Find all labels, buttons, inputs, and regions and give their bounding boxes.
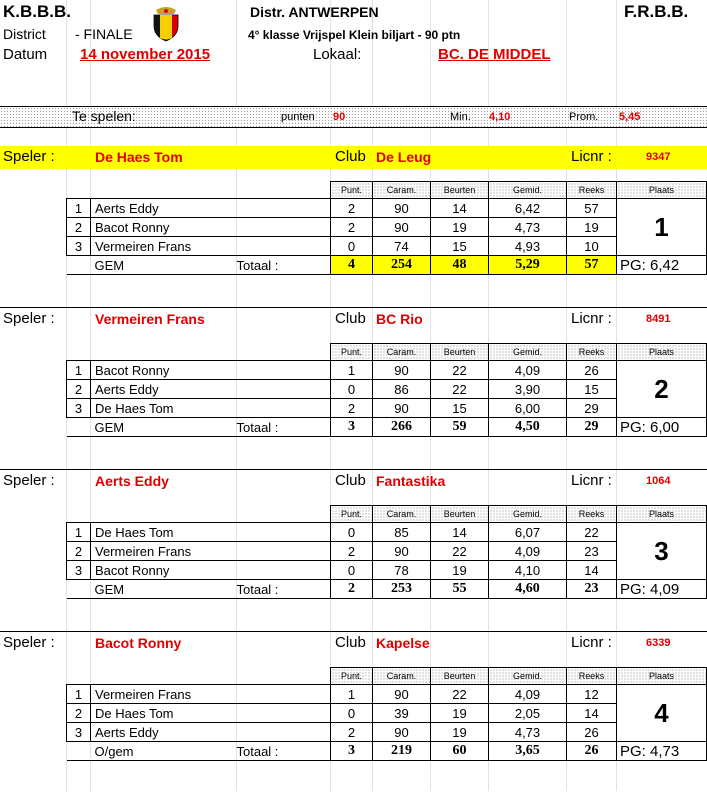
total-beurten: 59	[431, 418, 489, 437]
player-block	[0, 308, 707, 470]
licnr-value: 9347	[646, 151, 671, 163]
col-gemid: Gemid.	[489, 506, 567, 523]
game-reeks: 12	[567, 685, 617, 704]
speler-row	[0, 632, 707, 655]
game-beurten: 14	[431, 523, 489, 542]
results-table	[66, 343, 707, 437]
total-reeks: 29	[567, 418, 617, 437]
game-gemid: 4,09	[489, 685, 567, 704]
table-row	[67, 723, 707, 742]
game-nr: Vermeiren Frans	[91, 237, 331, 256]
gem-label: GEM	[91, 418, 237, 437]
game-punt: 1	[331, 361, 373, 380]
col-beurten: Beurten	[431, 344, 489, 361]
player-block	[0, 146, 707, 308]
pg-value: PG: 4,09	[617, 580, 707, 599]
game-beurten: 14	[431, 199, 489, 218]
district-value: - FINALE	[75, 26, 133, 42]
min-label: Min.	[450, 111, 471, 123]
game-caram: 15	[431, 399, 489, 418]
place-cell: 2	[617, 361, 707, 418]
licnr-label: Licnr :	[571, 634, 612, 651]
club-name: De Leug	[376, 149, 432, 165]
pg-value: PG: 6,42	[617, 256, 707, 275]
place-cell: 1	[617, 199, 707, 256]
game-caram: 90	[373, 542, 431, 561]
district-label: District	[3, 26, 46, 42]
game-beurten: 22	[431, 361, 489, 380]
place-cell: 3	[67, 237, 91, 256]
game-reeks: 14	[567, 704, 617, 723]
table-row	[67, 561, 707, 580]
col-gemid: Gemid.	[489, 668, 567, 685]
col-caram: Caram.	[373, 344, 431, 361]
te-spelen-label: Te spelen:	[72, 108, 136, 124]
game-punt: 0	[331, 704, 373, 723]
game-beurten: 19	[431, 218, 489, 237]
table-row	[67, 380, 707, 399]
col-punt: Punt.	[331, 344, 373, 361]
player-block	[0, 470, 707, 632]
game-nr: Bacot Ronny	[91, 561, 331, 580]
game-gemid: 29	[567, 399, 617, 418]
game-nr: Aerts Eddy	[91, 723, 331, 742]
col-punt: Punt.	[331, 668, 373, 685]
game-nr: De Haes Tom	[91, 399, 331, 418]
total-gemid: 4,60	[489, 580, 567, 599]
speler-row	[0, 146, 707, 169]
gem-label: O/gem	[91, 742, 237, 761]
game-punt: 78	[373, 561, 431, 580]
opponent-name: Aerts Eddy	[91, 199, 331, 218]
total-gemid: 3,65	[489, 742, 567, 761]
game-nr: 1	[67, 523, 91, 542]
district-heading	[250, 4, 379, 20]
totaal-label: Totaal :	[237, 742, 331, 761]
game-gemid: 6,07	[489, 523, 567, 542]
kbbb-title: K.B.B.B.	[3, 2, 71, 21]
club-label: Club	[335, 310, 366, 327]
col-beurten: Beurten	[431, 668, 489, 685]
game-caram: 86	[373, 380, 431, 399]
place-cell: 3	[617, 523, 707, 580]
block-divider	[0, 307, 707, 308]
game-reeks: 26	[567, 361, 617, 380]
col-punt: Punt.	[331, 506, 373, 523]
col-gemid: Gemid.	[489, 182, 567, 199]
game-nr: 1	[67, 361, 91, 380]
opponent-name: 0	[331, 561, 373, 580]
game-beurten: 4,10	[489, 561, 567, 580]
total-punt: 3	[331, 418, 373, 437]
block-divider	[0, 469, 707, 470]
results-table	[66, 181, 707, 275]
total-punt: 4	[331, 256, 373, 275]
total-row	[67, 256, 707, 275]
results-table	[66, 505, 707, 599]
punten-label: punten	[281, 111, 315, 123]
pg-value: PG: 4,73	[617, 742, 707, 761]
col-plaats: Plaats	[617, 506, 707, 523]
table-row	[67, 704, 707, 723]
table-header-row	[67, 344, 707, 361]
opponent-name: 0	[331, 237, 373, 256]
col-reeks: Reeks	[567, 506, 617, 523]
block-divider	[0, 631, 707, 632]
table-row	[67, 399, 707, 418]
game-caram: 90	[373, 199, 431, 218]
punten-value: 90	[333, 111, 346, 123]
total-reeks: 23	[567, 580, 617, 599]
col-gemid: Gemid.	[489, 344, 567, 361]
col-caram: Caram.	[373, 182, 431, 199]
totaal-label: Totaal :	[237, 256, 331, 275]
game-gemid: 14	[567, 561, 617, 580]
game-gemid: 3,90	[489, 380, 567, 399]
datum-label: Datum	[3, 46, 48, 63]
distr-value: ANTWERPEN	[288, 4, 379, 20]
game-nr: 2	[67, 542, 91, 561]
game-gemid: 10	[567, 237, 617, 256]
lokaal-value: BC. DE MIDDEL	[438, 46, 551, 63]
te-spelen-bar	[0, 106, 707, 128]
total-caram: 266	[373, 418, 431, 437]
player-name: Aerts Eddy	[95, 473, 169, 489]
game-gemid: 4,09	[489, 361, 567, 380]
game-punt: 90	[373, 723, 431, 742]
game-caram: 19	[431, 723, 489, 742]
game-reeks: 19	[567, 218, 617, 237]
lokaal-label: Lokaal:	[313, 46, 362, 63]
game-caram: 15	[431, 237, 489, 256]
col-punt: Punt.	[331, 182, 373, 199]
game-caram: 90	[373, 361, 431, 380]
game-beurten: 4,93	[489, 237, 567, 256]
game-gemid: 26	[567, 723, 617, 742]
game-nr: 2	[67, 704, 91, 723]
game-caram: 90	[373, 685, 431, 704]
gem-label: GEM	[91, 256, 237, 275]
game-punt: 0	[331, 523, 373, 542]
game-punt: 1	[331, 685, 373, 704]
game-beurten: 22	[431, 685, 489, 704]
game-caram: 19	[431, 561, 489, 580]
game-nr: 1	[67, 199, 91, 218]
total-row	[67, 418, 707, 437]
game-reeks: 15	[567, 380, 617, 399]
opponent-name: 2	[331, 399, 373, 418]
game-beurten: 4,73	[489, 723, 567, 742]
total-punt: 2	[331, 580, 373, 599]
place-cell: 4	[617, 685, 707, 742]
player-name: Vermeiren Frans	[95, 311, 205, 327]
licnr-label: Licnr :	[571, 148, 612, 165]
table-row	[67, 523, 707, 542]
total-gemid: 5,29	[489, 256, 567, 275]
federation-shield-logo	[150, 6, 182, 42]
table-row	[67, 199, 707, 218]
game-beurten: 22	[431, 542, 489, 561]
col-plaats: Plaats	[617, 668, 707, 685]
game-punt: 2	[331, 199, 373, 218]
game-reeks: 22	[567, 523, 617, 542]
col-plaats: Plaats	[617, 344, 707, 361]
opponent-name: De Haes Tom	[91, 523, 331, 542]
total-caram: 219	[373, 742, 431, 761]
licnr-value: 8491	[646, 313, 671, 325]
game-punt: 90	[373, 399, 431, 418]
club-label: Club	[335, 472, 366, 489]
game-beurten: 6,00	[489, 399, 567, 418]
game-caram: 90	[373, 218, 431, 237]
club-name: Kapelse	[376, 635, 430, 651]
total-gemid: 4,50	[489, 418, 567, 437]
licnr-value: 6339	[646, 637, 671, 649]
club-label: Club	[335, 148, 366, 165]
distr-label: Distr.	[250, 4, 286, 20]
licnr-label: Licnr :	[571, 472, 612, 489]
opponent-name: De Haes Tom	[91, 704, 331, 723]
total-row	[67, 580, 707, 599]
table-row	[67, 685, 707, 704]
player-block	[0, 632, 707, 794]
pg-value: PG: 6,00	[617, 418, 707, 437]
game-punt: 0	[331, 380, 373, 399]
table-header-row	[67, 506, 707, 523]
col-caram: Caram.	[373, 506, 431, 523]
game-reeks: 57	[567, 199, 617, 218]
licnr-label: Licnr :	[571, 310, 612, 327]
opponent-name: Bacot Ronny	[91, 218, 331, 237]
game-gemid: 4,09	[489, 542, 567, 561]
table-row	[67, 237, 707, 256]
min-value: 4,10	[489, 111, 511, 123]
game-caram: 39	[373, 704, 431, 723]
total-caram: 253	[373, 580, 431, 599]
player-name: De Haes Tom	[95, 149, 183, 165]
total-beurten: 48	[431, 256, 489, 275]
speler-label: Speler :	[3, 472, 55, 489]
total-punt: 3	[331, 742, 373, 761]
col-reeks: Reeks	[567, 344, 617, 361]
game-punt: 2	[331, 218, 373, 237]
col-caram: Caram.	[373, 668, 431, 685]
speler-label: Speler :	[3, 310, 55, 327]
table-row	[67, 542, 707, 561]
total-row	[67, 742, 707, 761]
totaal-label: Totaal :	[237, 418, 331, 437]
totaal-label: Totaal :	[237, 580, 331, 599]
speler-row	[0, 308, 707, 331]
col-reeks: Reeks	[567, 668, 617, 685]
prom-value: 5,45	[619, 111, 641, 123]
club-name: BC Rio	[376, 311, 423, 327]
opponent-name: 2	[331, 723, 373, 742]
place-cell: 3	[67, 561, 91, 580]
club-name: Fantastika	[376, 473, 446, 489]
col-reeks: Reeks	[567, 182, 617, 199]
opponent-name: Bacot Ronny	[91, 361, 331, 380]
results-table	[66, 667, 707, 761]
club-label: Club	[335, 634, 366, 651]
total-reeks: 26	[567, 742, 617, 761]
table-header-row	[67, 668, 707, 685]
total-caram: 254	[373, 256, 431, 275]
game-caram: 85	[373, 523, 431, 542]
gem-label: GEM	[91, 580, 237, 599]
table-row	[67, 361, 707, 380]
game-punt: 2	[331, 542, 373, 561]
speler-row	[0, 470, 707, 493]
player-name: Bacot Ronny	[95, 635, 182, 651]
total-beurten: 55	[431, 580, 489, 599]
game-beurten: 22	[431, 380, 489, 399]
game-beurten: 19	[431, 704, 489, 723]
game-punt: 74	[373, 237, 431, 256]
game-nr: 1	[67, 685, 91, 704]
datum-value: 14 november 2015	[80, 46, 211, 63]
game-gemid: 4,73	[489, 218, 567, 237]
speler-label: Speler :	[3, 148, 55, 165]
frbb-title: F.R.B.B.	[624, 2, 689, 21]
prom-label: Prom.	[569, 111, 599, 123]
game-nr: 2	[67, 380, 91, 399]
opponent-name: Vermeiren Frans	[91, 685, 331, 704]
speler-label: Speler :	[3, 634, 55, 651]
game-nr: 2	[67, 218, 91, 237]
competition-title: 4° klasse Vrijspel Klein biljart - 90 ptn	[248, 28, 461, 42]
opponent-name: Vermeiren Frans	[91, 542, 331, 561]
licnr-value: 1064	[646, 475, 671, 487]
game-gemid: 2,05	[489, 704, 567, 723]
col-beurten: Beurten	[431, 182, 489, 199]
table-row	[67, 218, 707, 237]
opponent-name: Aerts Eddy	[91, 380, 331, 399]
game-reeks: 23	[567, 542, 617, 561]
total-reeks: 57	[567, 256, 617, 275]
col-beurten: Beurten	[431, 506, 489, 523]
game-gemid: 6,42	[489, 199, 567, 218]
place-cell: 3	[67, 723, 91, 742]
col-plaats: Plaats	[617, 182, 707, 199]
place-cell: 3	[67, 399, 91, 418]
total-beurten: 60	[431, 742, 489, 761]
table-header-row	[67, 182, 707, 199]
